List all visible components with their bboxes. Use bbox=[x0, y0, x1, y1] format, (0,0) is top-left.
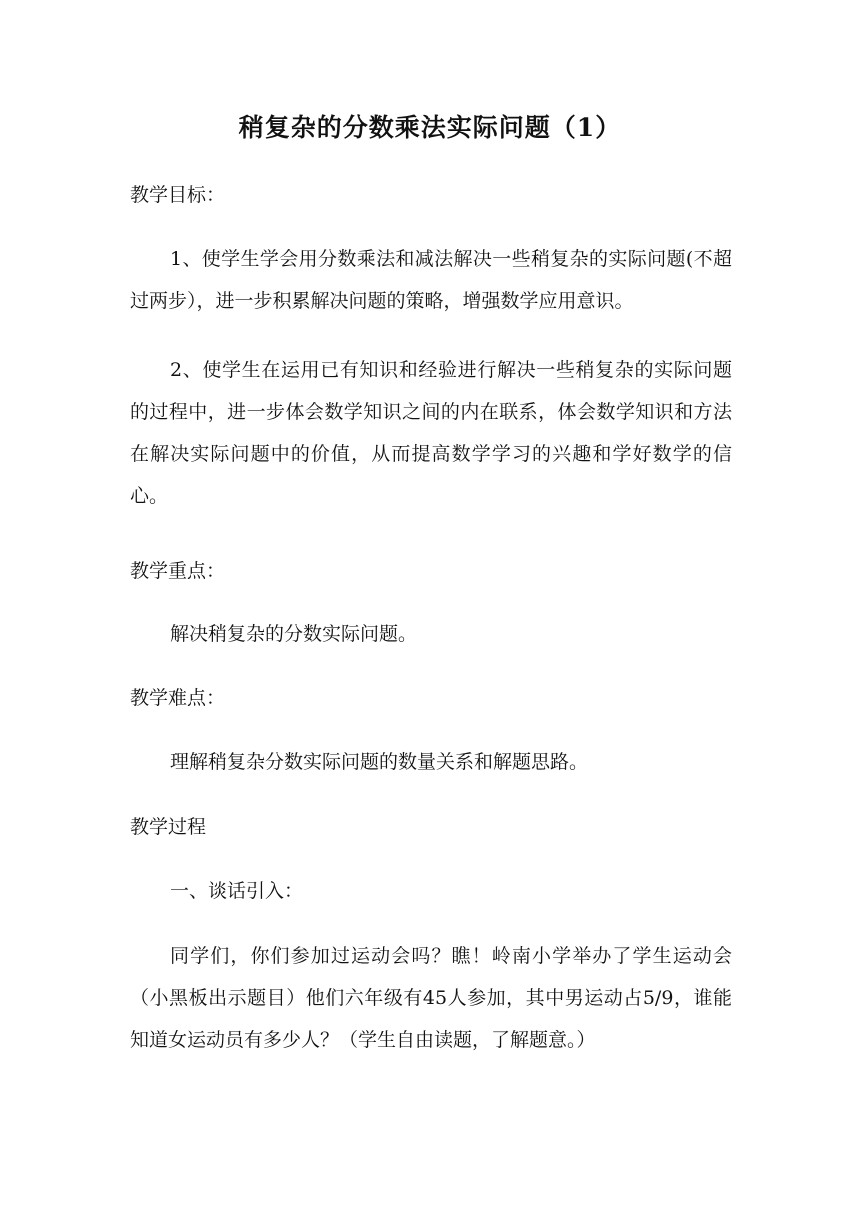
document-title: 稍复杂的分数乘法实际问题（1） bbox=[238, 113, 622, 142]
key-point-text: 解决稍复杂的分数实际问题。 bbox=[170, 623, 418, 645]
section-1-body: 同学们，你们参加过运动会吗？瞧！岭南小学举办了学生运动会（小黑板出示题目）他们六年级有45人参加，其中男运动占5/9，谁能知道女运动员有多少人？（学生自由读题，了解题意。） bbox=[130, 945, 732, 1051]
key-points-heading: 教学重点： bbox=[130, 560, 226, 582]
process-heading: 教学过程 bbox=[130, 816, 207, 838]
objective-2: 2、使学生在运用已有知识和经验进行解决一些稍复杂的实际问题的过程中，进一步体会数学知识之间的内在联系，体会数学知识和方法在解决实际问题中的价值，从而提高数学学习的兴趣和学好数学的信心。 bbox=[130, 359, 732, 507]
section-1-heading: 一、谈话引入： bbox=[170, 880, 304, 902]
objectives-heading: 教学目标： bbox=[130, 184, 226, 206]
objective-1: 1、使学生学会用分数乘法和减法解决一些稍复杂的实际问题(不超过两步），进一步积累解决问题的策略，增强数学应用意识。 bbox=[130, 248, 732, 312]
difficulties-heading: 教学难点： bbox=[130, 687, 226, 709]
difficulty-text: 理解稍复杂分数实际问题的数量关系和解题思路。 bbox=[170, 751, 589, 773]
